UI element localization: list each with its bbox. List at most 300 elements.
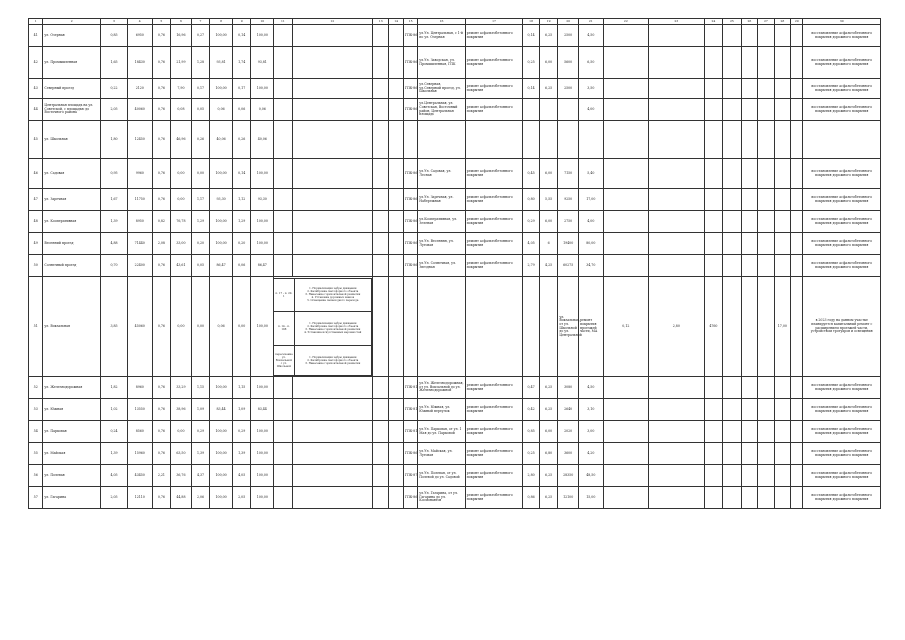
column-number-3: 3 xyxy=(101,19,128,25)
cell-c27 xyxy=(758,487,774,509)
cell-c15: ГПК-86 xyxy=(403,99,417,121)
cell-c26 xyxy=(741,25,757,47)
cell-c29 xyxy=(791,99,803,121)
cell-c23 xyxy=(649,121,705,159)
cell-c10: 93,81 xyxy=(251,47,274,79)
cell-c20 xyxy=(558,121,579,159)
cell-c15: ГПК-86 xyxy=(403,255,417,277)
cell-c21: ремонт покрытия проезжей части, МА xyxy=(578,277,603,377)
cell-c28 xyxy=(774,399,790,421)
cell-c11 xyxy=(274,159,293,189)
cell-c12 xyxy=(292,487,372,509)
cell-c24 xyxy=(704,121,723,159)
cell-c22: 0,12 xyxy=(603,277,648,377)
cell-c5: 0,76 xyxy=(152,421,171,443)
cell-c7: 4,37 xyxy=(191,465,210,487)
cell-c11 xyxy=(274,487,293,509)
cell-c24: 4760 xyxy=(704,277,723,377)
cell-c29 xyxy=(791,121,803,159)
road-repair-table xyxy=(28,18,881,509)
cell-c20: 2020 xyxy=(558,421,579,443)
cell-c23 xyxy=(649,159,705,189)
cell-c16: ул.Ул. Южная, ул. Южный переулок xyxy=(418,399,465,421)
cell-c28 xyxy=(774,99,790,121)
cell-c30: восстановление асфальтобетонного покрытия дорожного покрытия xyxy=(803,189,881,211)
safety-measure-list: 1. Нормализация зебры движения 2. Калибровка светофорного объекта 3. Нанесение горизонтальной разметки 4. Установка искусственных неровностей xyxy=(294,311,371,345)
cell-c6: 0,00 xyxy=(171,277,192,377)
cell-c27 xyxy=(758,421,774,443)
table-row xyxy=(29,47,881,79)
cell-c26 xyxy=(741,465,757,487)
cell-c21: 4,50 xyxy=(578,25,603,47)
column-number-12: 12 xyxy=(292,19,372,25)
table-row xyxy=(29,377,881,399)
table-row xyxy=(29,487,881,509)
cell-c11 xyxy=(274,233,293,255)
cell-c8: 0,06 xyxy=(210,99,233,121)
cell-c6: 21,99 xyxy=(171,47,192,79)
cell-c17: ремонт асфальтобетонного покрытия xyxy=(465,79,523,99)
cell-c14 xyxy=(389,25,403,47)
table-row xyxy=(29,255,881,277)
cell-c29 xyxy=(791,189,803,211)
column-number-27: 27 xyxy=(758,19,774,25)
cell-c3: 1,80 xyxy=(101,121,128,159)
cell-c6: 46,96 xyxy=(171,121,192,159)
cell-c12 xyxy=(292,47,372,79)
cell-c2: Центральная площадь на ул. Советской, с площадью до Восточного района xyxy=(43,99,101,121)
table-row xyxy=(29,79,881,99)
cell-c4: 8960 xyxy=(127,377,152,399)
cell-c5: 0,82 xyxy=(152,211,171,233)
cell-c4: 71440 xyxy=(127,233,152,255)
cell-c23 xyxy=(649,377,705,399)
cell-c12 xyxy=(292,25,372,47)
cell-c4: 8560 xyxy=(127,421,152,443)
cell-c16: ул.Ул. Парковая, от ул. 1 Мая до ул. Парковой xyxy=(418,421,465,443)
cell-c13 xyxy=(372,421,388,443)
cell-c10: 100,00 xyxy=(251,465,274,487)
cell-c27 xyxy=(758,189,774,211)
cell-c23 xyxy=(649,79,705,99)
cell-c22 xyxy=(603,159,648,189)
cell-c15 xyxy=(403,121,417,159)
cell-c3: 1,82 xyxy=(101,377,128,399)
cell-c8: 0,06 xyxy=(210,277,233,377)
cell-c21: 6,50 xyxy=(578,47,603,79)
cell-c30: восстановление асфальтобетонного покрытия дорожного покрытия xyxy=(803,399,881,421)
cell-c16: ул.Кооперативная, ул. Зеленая xyxy=(418,211,465,233)
cell-c7: 1,28 xyxy=(191,47,210,79)
cell-c5: 0,76 xyxy=(152,399,171,421)
cell-c18: 0,80 xyxy=(523,189,539,211)
cell-c7: 0,05 xyxy=(191,255,210,277)
spreadsheet-page xyxy=(28,18,881,509)
cell-c11 xyxy=(274,189,293,211)
cell-c26 xyxy=(741,159,757,189)
cell-c17: ремонт асфальтобетонного покрытия xyxy=(465,399,523,421)
cell-c7: 0,00 xyxy=(191,159,210,189)
cell-c3: 1,39 xyxy=(101,211,128,233)
cell-c10: 93,30 xyxy=(251,189,274,211)
cell-c21: 17,00 xyxy=(578,189,603,211)
column-number-26: 26 xyxy=(741,19,757,25)
cell-c26 xyxy=(741,277,757,377)
cell-c5: 0,76 xyxy=(152,255,171,277)
cell-c28 xyxy=(774,465,790,487)
cell-c10: 0,06 xyxy=(251,99,274,121)
cell-c14 xyxy=(389,377,403,399)
column-number-15: 15 xyxy=(403,19,417,25)
cell-c2: ул. Майская xyxy=(43,443,101,465)
cell-c29 xyxy=(791,233,803,255)
cell-c2: ул. Заречная xyxy=(43,189,101,211)
cell-c8: 100,00 xyxy=(210,465,233,487)
cell-c25 xyxy=(723,189,742,211)
cell-c5: 0,76 xyxy=(152,277,171,377)
cell-c6: 0,00 xyxy=(171,189,192,211)
cell-c29 xyxy=(791,377,803,399)
cell-c14 xyxy=(389,421,403,443)
cell-c11 xyxy=(274,255,293,277)
cell-c18: 0,42 xyxy=(523,399,539,421)
cell-c24 xyxy=(704,255,723,277)
cell-c14 xyxy=(389,211,403,233)
cell-c1: 51 xyxy=(29,277,43,377)
cell-c26 xyxy=(741,189,757,211)
cell-c23 xyxy=(649,25,705,47)
cell-c15: ГПК-86 xyxy=(403,443,417,465)
cell-c8: 100,00 xyxy=(210,25,233,47)
cell-c9: 1,39 xyxy=(232,443,251,465)
cell-c10: 83,44 xyxy=(251,399,274,421)
cell-c25 xyxy=(723,25,742,47)
cell-c22 xyxy=(603,421,648,443)
cell-c19 xyxy=(539,99,558,121)
column-number-13: 13 xyxy=(372,19,388,25)
cell-c25 xyxy=(723,47,742,79)
cell-c27 xyxy=(758,211,774,233)
cell-c15: ГПК-86 xyxy=(403,159,417,189)
cell-c4: 45060 xyxy=(127,277,152,377)
cell-c16: ул.Ул. Центральная, с 1-й по ул. Озерная xyxy=(418,25,465,47)
cell-c13 xyxy=(372,47,388,79)
table-row xyxy=(29,443,881,465)
cell-c1: 45 xyxy=(29,121,43,159)
cell-c4: 13550 xyxy=(127,399,152,421)
cell-c25 xyxy=(723,487,742,509)
safety-measure-location: п. 14 - п. 198 xyxy=(274,311,294,345)
cell-c16: ул.Ул. Железнодорожная, от ул. Вокзальной до ул. Железнодорожной xyxy=(418,377,465,399)
cell-c3: 0,70 xyxy=(101,255,128,277)
cell-c21: 34,70 xyxy=(578,255,603,277)
cell-c8: 100,00 xyxy=(210,487,233,509)
cell-c20: 60275 xyxy=(558,255,579,277)
cell-c19: 6,25 xyxy=(539,487,558,509)
cell-c8: 100,00 xyxy=(210,443,233,465)
cell-c9: 1,29 xyxy=(232,211,251,233)
cell-c2: Весенний проезд xyxy=(43,233,101,255)
cell-c20: 2640 xyxy=(558,399,579,421)
cell-c10: 100,00 xyxy=(251,79,274,99)
cell-c2: ул. Школьная xyxy=(43,121,101,159)
cell-c18: 0,29 xyxy=(523,211,539,233)
cell-c6: 38,96 xyxy=(171,399,192,421)
cell-c10: 100,00 xyxy=(251,25,274,47)
cell-c25 xyxy=(723,443,742,465)
cell-c2: ул. Железнодорожная xyxy=(43,377,101,399)
cell-c27 xyxy=(758,465,774,487)
cell-c22 xyxy=(603,189,648,211)
cell-c24 xyxy=(704,189,723,211)
column-number-6: 6 xyxy=(171,19,192,25)
cell-c28 xyxy=(774,121,790,159)
cell-c10: 100,00 xyxy=(251,421,274,443)
cell-c20: 12100 xyxy=(558,487,579,509)
cell-c21 xyxy=(578,121,603,159)
cell-c28: 17,00 xyxy=(774,277,790,377)
cell-c30: восстановление асфальтобетонного покрытия дорожного покрытия xyxy=(803,25,881,47)
cell-c24 xyxy=(704,443,723,465)
cell-c29 xyxy=(791,255,803,277)
cell-c1: 43 xyxy=(29,79,43,99)
cell-c30 xyxy=(803,121,881,159)
cell-c24 xyxy=(704,377,723,399)
cell-c9: 1,12 xyxy=(232,189,251,211)
cell-c26 xyxy=(741,443,757,465)
cell-c16: ул.Ул. Садовая, ул. Лесная xyxy=(418,159,465,189)
cell-c17: ремонт асфальтобетонного покрытия xyxy=(465,465,523,487)
cell-c10: 86,47 xyxy=(251,255,274,277)
cell-c6: 36,76 xyxy=(171,465,192,487)
safety-measure-row xyxy=(274,311,371,345)
cell-c7: 0,27 xyxy=(191,25,210,47)
cell-c15: ГПК-81 xyxy=(403,377,417,399)
cell-c12 xyxy=(292,211,372,233)
cell-c18: 0,25 xyxy=(523,443,539,465)
cell-c12 xyxy=(292,421,372,443)
cell-c16: ул.Ул. Весенняя, ул. Луговая xyxy=(418,233,465,255)
cell-c24 xyxy=(704,79,723,99)
cell-c29 xyxy=(791,465,803,487)
cell-c18: 4,05 xyxy=(523,233,539,255)
cell-c7: 0,29 xyxy=(191,421,210,443)
cell-c29 xyxy=(791,421,803,443)
cell-c19: 6,25 xyxy=(539,377,558,399)
safety-measure-location: п. 17 - п. 20-1 xyxy=(274,278,294,311)
cell-c19: 6,00 xyxy=(539,47,558,79)
cell-c9: 1,74 xyxy=(232,47,251,79)
cell-c19: 6,00 xyxy=(539,159,558,189)
cell-c12 xyxy=(292,99,372,121)
column-number-28: 28 xyxy=(774,19,790,25)
cell-c27 xyxy=(758,121,774,159)
cell-c6: 33,00 xyxy=(171,233,192,255)
cell-c8: 40,06 xyxy=(210,121,233,159)
cell-c12 xyxy=(292,79,372,99)
cell-c22 xyxy=(603,487,648,509)
cell-c26 xyxy=(741,211,757,233)
cell-c23 xyxy=(649,99,705,121)
cell-c5: 0,76 xyxy=(152,79,171,99)
cell-c15: ГПК-81 xyxy=(403,421,417,443)
cell-c21: 48,50 xyxy=(578,465,603,487)
column-number-19: 19 xyxy=(539,19,558,25)
cell-c18 xyxy=(523,121,539,159)
cell-c28 xyxy=(774,377,790,399)
cell-c5: 2,08 xyxy=(152,233,171,255)
cell-c1: 56 xyxy=(29,465,43,487)
cell-c16: ул.Ул. Заводская, ул. Промышленная, ГПК xyxy=(418,47,465,79)
cell-c12 xyxy=(292,233,372,255)
cell-c14 xyxy=(389,79,403,99)
cell-c29 xyxy=(791,79,803,99)
cell-c21: 4,00 xyxy=(578,99,603,121)
cell-c19: 5,55 xyxy=(539,189,558,211)
cell-c12 xyxy=(292,189,372,211)
cell-c28 xyxy=(774,211,790,233)
cell-c4: 43450 xyxy=(127,465,152,487)
cell-c14 xyxy=(389,159,403,189)
cell-c3: 3,85 xyxy=(101,277,128,377)
cell-c20: 2500 xyxy=(558,25,579,47)
cell-c4: 6950 xyxy=(127,25,152,47)
cell-c25 xyxy=(723,277,742,377)
cell-c15: ГПК-87 xyxy=(403,465,417,487)
cell-c7: 1,29 xyxy=(191,211,210,233)
cell-c20: 28350 xyxy=(558,465,579,487)
cell-c2: ул. Парковая xyxy=(43,421,101,443)
cell-c18: 2,79 xyxy=(523,255,539,277)
cell-c23 xyxy=(649,255,705,277)
cell-c25 xyxy=(723,233,742,255)
cell-c18: 2,80 xyxy=(523,465,539,487)
cell-c11 xyxy=(274,47,293,79)
cell-c3: 4,05 xyxy=(101,465,128,487)
cell-c11 xyxy=(274,99,293,121)
cell-c13 xyxy=(372,25,388,47)
cell-c13 xyxy=(372,399,388,421)
cell-c5: 0,76 xyxy=(152,99,171,121)
cell-c24 xyxy=(704,159,723,189)
cell-c3: 2,05 xyxy=(101,99,128,121)
column-number-23: 23 xyxy=(649,19,705,25)
cell-c17: ремонт асфальтобетонного покрытия xyxy=(465,99,523,121)
cell-c16: ул.Центральная, ул. Советская, Восточный район, Центральная площадь xyxy=(418,99,465,121)
cell-c26 xyxy=(741,377,757,399)
cell-c14 xyxy=(389,47,403,79)
cell-c8: 100,00 xyxy=(210,233,233,255)
table-row xyxy=(29,211,881,233)
cell-c19 xyxy=(539,277,558,377)
cell-c13 xyxy=(372,277,388,377)
cell-c27 xyxy=(758,47,774,79)
cell-c3: 4,88 xyxy=(101,233,128,255)
cell-c7: 0,20 xyxy=(191,233,210,255)
table-row xyxy=(29,99,881,121)
cell-c9: 4,05 xyxy=(232,465,251,487)
cell-c23 xyxy=(649,421,705,443)
cell-c14 xyxy=(389,99,403,121)
cell-c28 xyxy=(774,421,790,443)
cell-c30: восстановление асфальтобетонного покрытия дорожного покрытия xyxy=(803,233,881,255)
cell-c8: 83,44 xyxy=(210,399,233,421)
cell-c25 xyxy=(723,399,742,421)
safety-measures-block xyxy=(274,277,373,377)
safety-measure-row xyxy=(274,345,371,375)
cell-c16: ул.Ул. Заречная, ул. Набережная xyxy=(418,189,465,211)
cell-c17: ремонт асфальтобетонного покрытия xyxy=(465,211,523,233)
cell-c21: 3,10 xyxy=(578,399,603,421)
column-number-20: 20 xyxy=(558,19,579,25)
cell-c18: 0,25 xyxy=(523,47,539,79)
cell-c2: ул. Кооперативная xyxy=(43,211,101,233)
cell-c22 xyxy=(603,99,648,121)
cell-c26 xyxy=(741,99,757,121)
cell-c26 xyxy=(741,79,757,99)
cell-c9: 2,05 xyxy=(232,487,251,509)
cell-c17: ремонт асфальтобетонного покрытия xyxy=(465,233,523,255)
cell-c7: 1,17 xyxy=(191,189,210,211)
cell-c14 xyxy=(389,233,403,255)
cell-c15: ГПК-86 xyxy=(403,233,417,255)
cell-c13 xyxy=(372,233,388,255)
cell-c15: ГПК-86 xyxy=(403,211,417,233)
cell-c27 xyxy=(758,233,774,255)
table-row xyxy=(29,189,881,211)
cell-c4: 15960 xyxy=(127,443,152,465)
cell-c8: 100,00 xyxy=(210,159,233,189)
cell-c24 xyxy=(704,465,723,487)
safety-measure-list: 1. Нормализация зебры движения 2. Калибровка светофорного объекта 3. Нанесение горизонтальной разметки xyxy=(294,345,371,375)
cell-c30: восстановление асфальтобетонного покрытия дорожного покрытия xyxy=(803,47,881,79)
cell-c27 xyxy=(758,255,774,277)
cell-c4: 12110 xyxy=(127,487,152,509)
cell-c20: 5600 xyxy=(558,47,579,79)
cell-c7: 0,05 xyxy=(191,99,210,121)
cell-c20: 3600 xyxy=(558,443,579,465)
cell-c9: 1,09 xyxy=(232,399,251,421)
cell-c18: 0,14 xyxy=(523,25,539,47)
cell-c15: ГПК-86 xyxy=(403,47,417,79)
cell-c6: 76,78 xyxy=(171,211,192,233)
column-number-1: 1 xyxy=(29,19,43,25)
cell-c4: 9960 xyxy=(127,159,152,189)
cell-c9: 0,29 xyxy=(232,421,251,443)
cell-c18: 0,85 xyxy=(523,421,539,443)
cell-c13 xyxy=(372,487,388,509)
cell-c7: 0,00 xyxy=(191,277,210,377)
cell-c29 xyxy=(791,443,803,465)
cell-c25 xyxy=(723,121,742,159)
cell-c11 xyxy=(274,377,293,399)
cell-c17: ремонт асфальтобетонного покрытия xyxy=(465,47,523,79)
cell-c6: 0,08 xyxy=(171,99,192,121)
cell-c2: ул. Вокзальная xyxy=(43,277,101,377)
column-number-22: 22 xyxy=(603,19,648,25)
cell-c18: 0,86 xyxy=(523,487,539,509)
cell-c3: 1,02 xyxy=(101,399,128,421)
cell-c19: 6,25 xyxy=(539,399,558,421)
cell-c22 xyxy=(603,25,648,47)
safety-measure-row xyxy=(274,278,371,311)
cell-c19: 6,25 xyxy=(539,465,558,487)
cell-c15 xyxy=(403,277,417,377)
cell-c24 xyxy=(704,233,723,255)
cell-c4: 11750 xyxy=(127,189,152,211)
cell-c1: 47 xyxy=(29,189,43,211)
cell-c3: 2,05 xyxy=(101,487,128,509)
